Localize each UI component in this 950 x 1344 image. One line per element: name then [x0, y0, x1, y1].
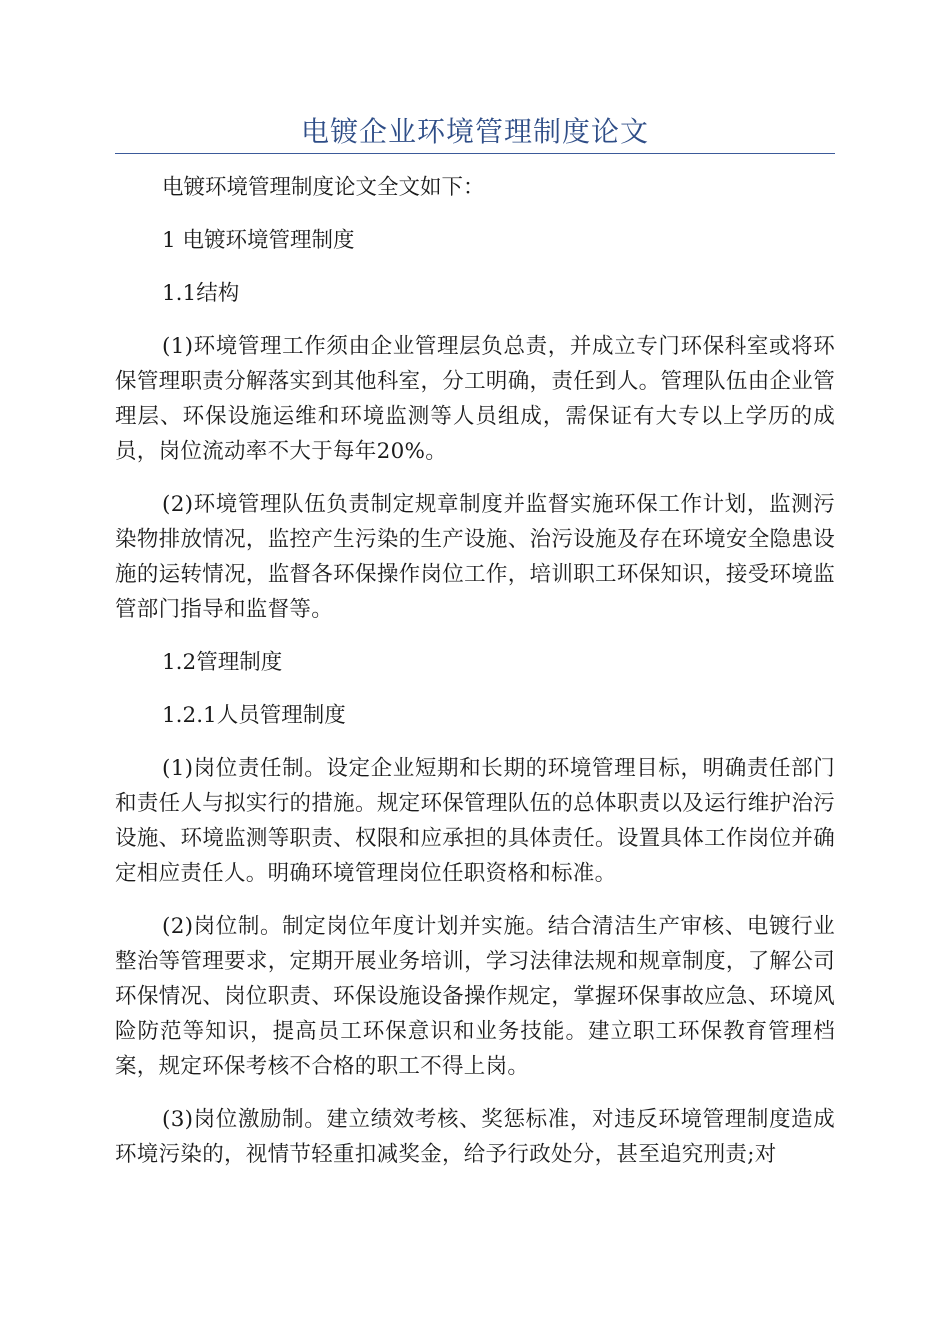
document-body — [115, 170, 835, 1190]
intro-line: 电镀环境管理制度论文全文如下： — [162, 175, 485, 200]
paragraph-5: (3)岗位激励制。建立绩效考核、奖惩标准，对违反环境管理制度造成环境污染的，视情节轻重扣减奖金，给予行政处分，甚至追究刑责;对 — [115, 1107, 835, 1167]
section-heading-1-2: 1.2管理制度 — [162, 650, 283, 675]
paragraph-2: (2)环境管理队伍负责制定规章制度并监督实施环保工作计划，监测污染物排放情况，监控产生污染的生产设施、治污设施及存在环境安全隐患设施的运转情况，监督各环保操作岗位工作，培训职工环保知识，接受环境监管部门指导和监督等。 — [115, 492, 835, 622]
document-title: 电镀企业环境管理制度论文 — [300, 115, 649, 148]
section-heading-1-1: 1.1结构 — [162, 281, 240, 306]
section-heading-1-2-1: 1.2.1人员管理制度 — [162, 703, 346, 728]
paragraph-3: (1)岗位责任制。设定企业短期和长期的环境管理目标，明确责任部门和责任人与拟实行的措施。规定环保管理队伍的总体职责以及运行维护治污设施、环境监测等职责、权限和应承担的具体责任。设置具体工作岗位并确定相应责任人。明确环境管理岗位任职资格和标准。 — [115, 756, 835, 886]
paragraph-1: (1)环境管理工作须由企业管理层负总责，并成立专门环保科室或将环保管理职责分解落实到其他科室，分工明确，责任到人。管理队伍由企业管理层、环保设施运维和环境监测等人员组成，需保证有大专以上学历的成员，岗位流动率不大于每年20%。 — [115, 334, 835, 464]
paragraph-4: (2)岗位制。制定岗位年度计划并实施。结合清洁生产审核、电镀行业整治等管理要求，定期开展业务培训，学习法律法规和规章制度，了解公司环保情况、岗位职责、环保设施设备操作规定，掌握环保事故应急、环境风险防范等知识，提高员工环保意识和业务技能。建立职工环保教育管理档案，规定环保考核不合格的职工不得上岗。 — [115, 914, 835, 1079]
title-underline — [115, 153, 835, 154]
section-heading-1: 1 电镀环境管理制度 — [162, 228, 355, 253]
document-page — [115, 0, 835, 1344]
